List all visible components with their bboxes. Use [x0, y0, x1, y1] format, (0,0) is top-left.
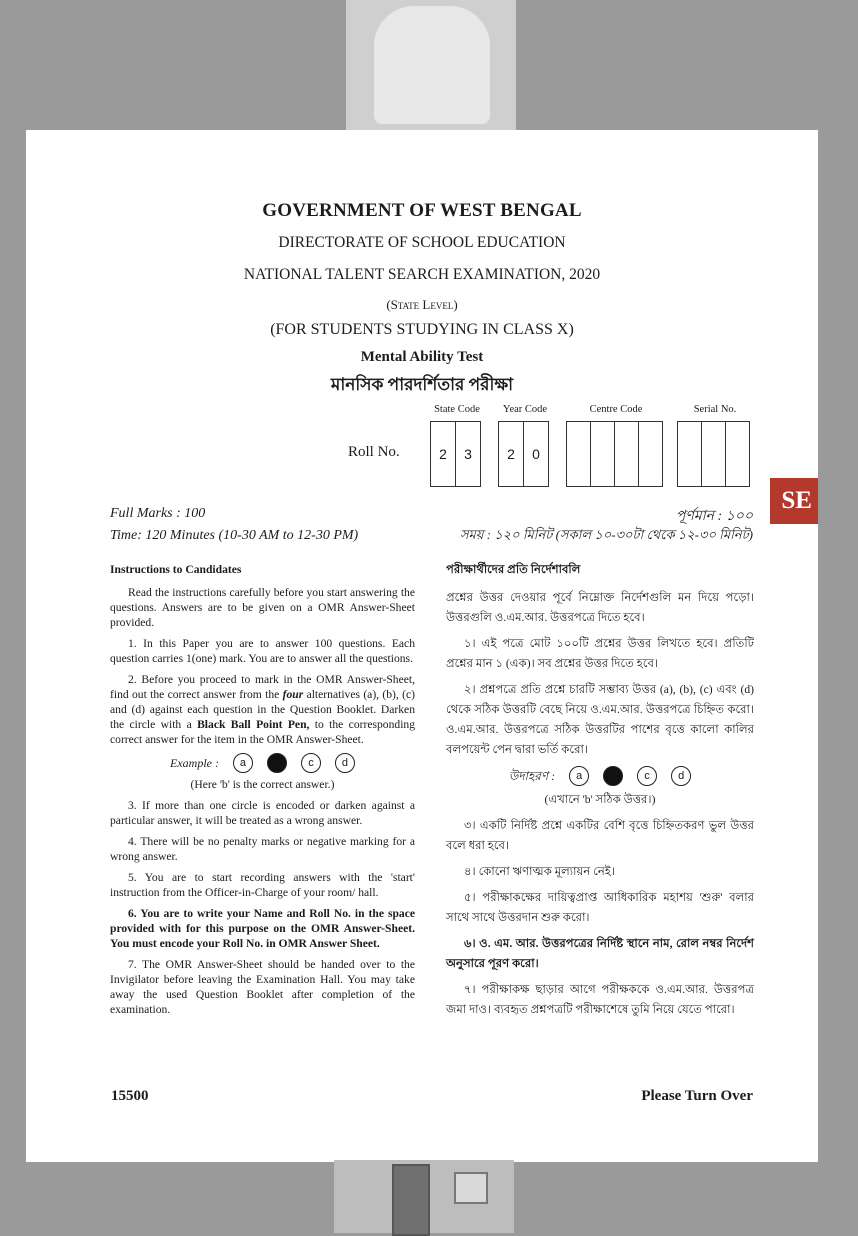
please-turn-over: Please Turn Over [641, 1088, 753, 1104]
instruction-3-en: 3. If more than one circle is encoded or darken against a particular answer, it will be treated as a wrong answer. [110, 799, 415, 827]
option-bubble-c: c [301, 753, 321, 773]
instruction-2a: 2. Before you proceed to mark in the OMR Answer-Sheet, find out the correct answer from the [110, 673, 415, 701]
instruction-7-en: 7. The OMR Answer-Sheet should be handed over to the Invigilator before leaving the Examination Hall. You may take away the used Question Booklet after completion of the examination. [110, 958, 415, 1016]
instruction-2-emphasis: four [282, 688, 304, 701]
centre-code-boxes [566, 421, 663, 487]
instructions-heading-en: Instructions to Candidates [110, 563, 242, 576]
state-code-boxes [430, 421, 481, 487]
serial-no-digit [726, 422, 749, 486]
serial-no-digit [678, 422, 702, 486]
scanner-mark-icon [454, 1172, 488, 1204]
option-bubble-b-filled [267, 753, 287, 773]
serial-no-boxes [677, 421, 750, 487]
example-label-bn: উদাহরণ : [508, 769, 556, 783]
year-code-digit: 0 [532, 446, 540, 462]
instruction-6-bn: ৬। ও. এম. আর. উত্তরপত্রের নির্দিষ্ট স্থানে নাম, রোল নম্বর নির্দেশ অনুসারে পূরণ করো। [446, 937, 754, 970]
instruction-2c: alternatives (a), (b), (c) and (d) against each question in the Question Booklet. Darken the circle with a [110, 688, 415, 731]
example-row-bn [446, 766, 754, 786]
centre-code-label: Centre Code [589, 404, 643, 415]
instruction-intro-en: Read the instructions carefully before you start answering the questions. Answers are to be given on a OMR Answer-Sheet provided. [110, 586, 415, 629]
exam-cover-page [26, 130, 818, 1162]
scan-strip-bottom [334, 1160, 514, 1233]
class-label: (FOR STUDENTS STUDYING IN CLASS X) [270, 321, 574, 338]
instruction-2-bn: ২। প্রশ্নপত্রে প্রতি প্রশ্নে চারটি সম্ভাব্য উত্তর (a), (b), (c) এবং (d) থেকে সঠিক উত্তরটি বেছে নিয়ে ও.এম.আর. উত্তরপত্রে চিহ্নিত করো। ও.এম.আর. উত্তরপত্রে সঠিক উত্তরটির পাশের বৃত্তে কালো কালির বলপয়েন্ট পেন দ্বারা ভর্তি করো। [446, 683, 754, 756]
instructions-heading-bn: পরীক্ষার্থীদের প্রতি নির্দেশাবলি [446, 563, 581, 576]
instruction-4-en: 4. There will be no penalty marks or negative marking for a wrong answer. [110, 835, 415, 863]
instruction-5-bn: ৫। পরীক্ষাকক্ষের দায়িত্বপ্রাপ্ত আধিকারিক মহাশয় 'শুরু' বলার সাথে সাথে উত্তরদান শুরু করো। [446, 891, 754, 924]
instruction-3-bn: ৩। একটি নির্দিষ্ট প্রশ্নে একটির বেশি বৃত্তে চিহ্নিতকরণ ভুল উত্তর বলে ধরা হবে। [446, 819, 754, 852]
roll-no-label: Roll No. [348, 444, 400, 460]
option-bubble-c: c [637, 766, 657, 786]
instructions-bengali [446, 560, 754, 1026]
government-title: GOVERNMENT OF WEST BENGAL [262, 200, 582, 221]
test-name-en: Mental Ability Test [360, 349, 484, 365]
instruction-2-pen: Black Ball Point Pen, [197, 718, 310, 731]
clip-shape [374, 6, 490, 124]
instruction-2e: to the corresponding correct answer for the item in the OMR Answer-Sheet. [110, 718, 416, 746]
state-code-digit: 3 [464, 446, 472, 462]
year-code-digit: 2 [499, 422, 524, 486]
option-bubble-b-filled [603, 766, 623, 786]
example-row-en [110, 753, 415, 773]
booklet-code: 15500 [111, 1088, 149, 1104]
instruction-7-bn: ৭। পরীক্ষাকক্ষ ছাড়ার আগে পরীক্ষককে ও.এম.আর. উত্তরপত্র জমা দাও। ব্যবহৃত প্রশ্নপত্রটি পরীক্ষাশেষে তুমি নিয়ে যেতে পারো। [446, 983, 754, 1016]
instruction-5-en: 5. You are to start recording answers with the 'start' instruction from the Officer-in-Charge of your room/ hall. [110, 871, 415, 899]
full-marks-bn: পূর্ণমান : ১০০ [675, 509, 753, 524]
example-label-en: Example : [170, 755, 219, 770]
instruction-intro-bn: প্রশ্নের উত্তর দেওয়ার পূর্বে নিম্নোক্ত নির্দেশগুলি মন দিয়ে পড়ো। উত্তরগুলি ও.এম.আর. উত্তরপত্রে দিতে হবে। [446, 591, 754, 624]
level-label: (State Level) [386, 297, 458, 312]
instruction-2-en [110, 672, 415, 747]
option-bubble-a: a [233, 753, 253, 773]
example-note-bn: (এখানে 'b' সঠিক উত্তর।) [544, 793, 656, 806]
year-code-boxes [498, 421, 549, 487]
exam-title: NATIONAL TALENT SEARCH EXAMINATION, 2020 [243, 266, 601, 283]
test-name-bn: মানসিক পারদর্শিতার পরীক্ষা [330, 375, 514, 394]
full-marks-en: Full Marks : 100 [110, 506, 206, 521]
instruction-1-en: 1. In this Paper you are to answer 100 questions. Each question carries 1(one) mark. You are to answer all the questions. [110, 637, 415, 665]
time-bn: সময় : ১২০ মিনিট (সকাল ১০-৩০টা থেকে ১২-৩০ মিনিট) [459, 527, 753, 542]
serial-no-digit [702, 422, 726, 486]
instruction-6-en: 6. You are to write your Name and Roll No. in the space provided with for this purpose on the OMR Answer-Sheet. You must encode your Roll No. in OMR Answer Sheet. [110, 907, 415, 950]
centre-code-digit [615, 422, 639, 486]
option-bubble-a: a [569, 766, 589, 786]
centre-code-digit [639, 422, 662, 486]
year-code-label: Year Code [502, 404, 548, 415]
instructions-english [110, 562, 415, 1023]
time-en: Time: 120 Minutes (10-30 AM to 12-30 PM) [110, 528, 359, 543]
instruction-1-bn: ১। এই পত্রে মোট ১০০টি প্রশ্নের উত্তর লিখতে হবে। প্রতিটি প্রশ্নের মান ১ (এক)। সব প্রশ্নের উত্তর দিতে হবে। [446, 637, 754, 670]
film-strip-icon [392, 1164, 430, 1236]
subject-tab-se: SE [770, 478, 818, 524]
state-code-label: State Code [434, 404, 480, 415]
scan-clip-top [346, 0, 516, 130]
option-bubble-d: d [671, 766, 691, 786]
centre-code-digit [567, 422, 591, 486]
state-code-digit: 2 [431, 422, 456, 486]
directorate-title: DIRECTORATE OF SCHOOL EDUCATION [278, 234, 566, 251]
instruction-4-bn: ৪। কোনো ঋণাত্মক মূল্যায়ন নেই। [464, 865, 615, 878]
option-bubble-d: d [335, 753, 355, 773]
serial-no-label: Serial No. [693, 404, 737, 415]
example-note-en: (Here 'b' is the correct answer.) [190, 778, 335, 791]
centre-code-digit [591, 422, 615, 486]
